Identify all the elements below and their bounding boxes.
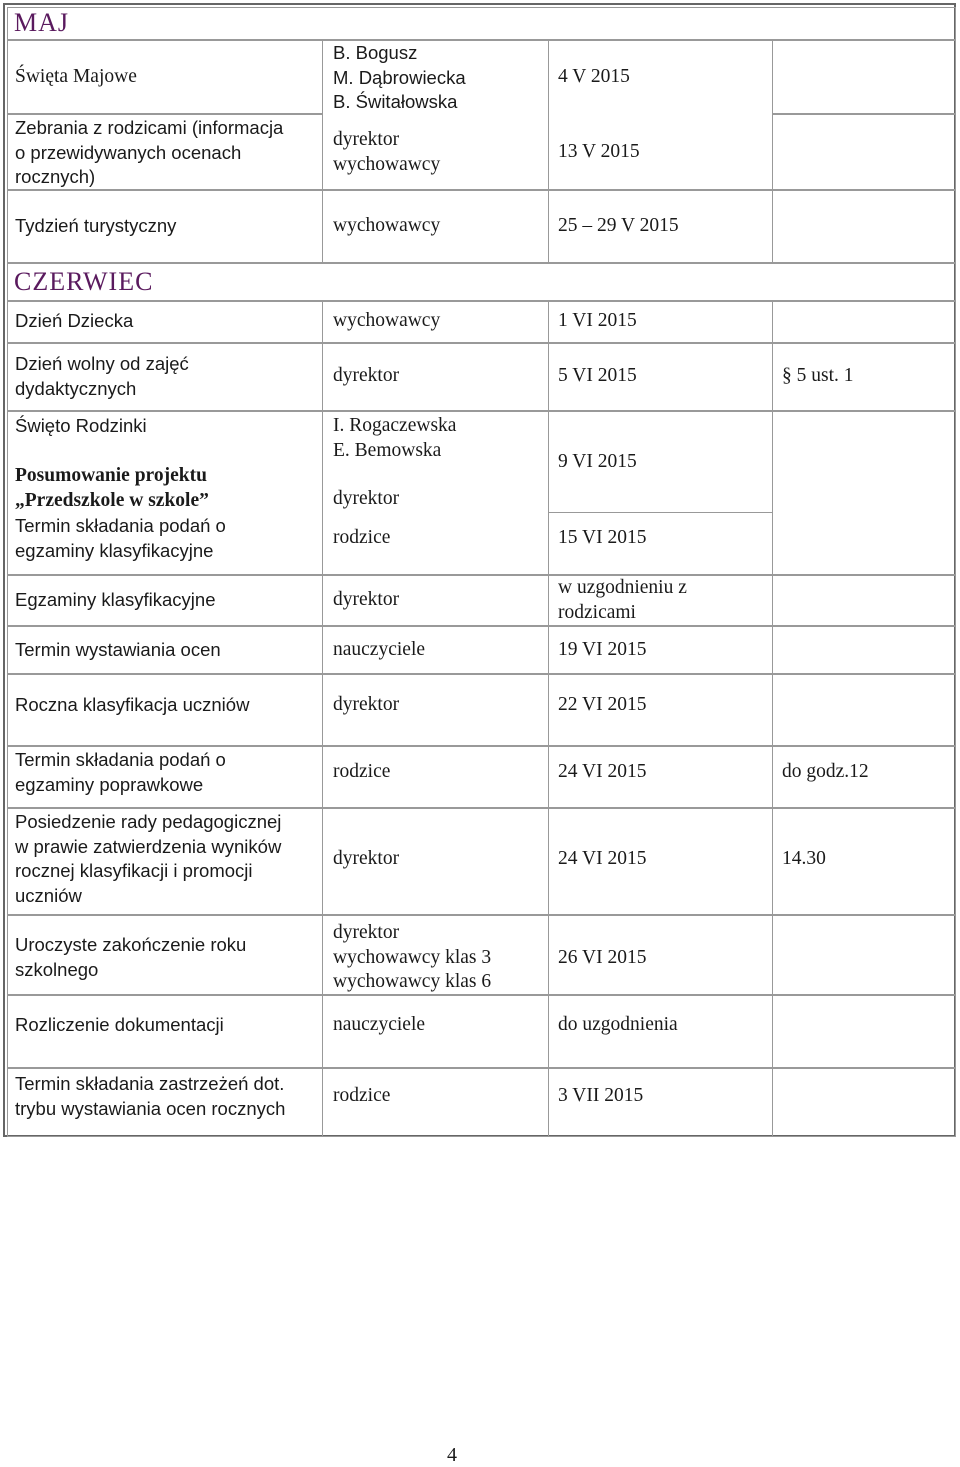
event-egzaminy-klas: Egzaminy klasyfikacyjne [15,589,216,610]
table-cell [772,40,956,114]
event-tydzien: Tydzień turystyczny [15,215,177,236]
date-egzaminy-klas: w uzgodnieniu z rodzicami [558,577,687,623]
person-maj: B. Bogusz M. Dąbrowiecka B. Świtałowska [333,42,466,112]
date-swieto-rodzinki: 9 VI 2015 [558,451,637,472]
table-cell [772,626,956,674]
event-swieto-rodzinki: Święto Rodzinki [15,415,147,436]
person-termin-ocen: nauczyciele [333,639,426,660]
table-cell [772,915,956,995]
event-dzien-wolny: Dzień wolny od zajęć dydaktycznych [15,353,189,399]
month-czerwiec: CZERWIEC [14,267,154,296]
date-termin-podan-klas: 15 VI 2015 [558,527,647,548]
event-posiedzenie: Posiedzenie rady pedagogicznej w prawie zatwierdzenia wyników rocznej klasyfikacji i promocji uczniów [15,811,282,906]
table-cell [772,674,956,746]
table-cell [772,575,956,626]
date-posiedzenie: 24 VI 2015 [558,848,647,869]
person-swieto-rodzinki: I. Rogaczewska E. Bemowska [333,415,457,461]
date-tydzien: 25 – 29 V 2015 [558,215,679,236]
person-rozliczenie: nauczyciele [333,1014,426,1035]
date-zebrania: 13 V 2015 [558,141,640,162]
event-termin-popraw: Termin składania podań o egzaminy poprawkowe [15,749,226,795]
event-termin-ocen: Termin wystawiania ocen [15,639,221,660]
person-dzien-wolny: dyrektor [333,365,400,386]
person-posumowanie: dyrektor [333,488,400,509]
table-cell [772,411,956,575]
note-posiedzenie: 14.30 [782,848,826,869]
date-dzien-wolny: 5 VI 2015 [558,365,637,386]
date-rozliczenie: do uzgodnienia [558,1014,678,1035]
person-termin-popraw: rodzice [333,761,391,782]
date-maj: 4 V 2015 [558,66,630,87]
event-posumowanie: Posumowanie projektu „Przedszkole w szkole” [15,465,209,511]
date-dzien-dziecka: 1 VI 2015 [558,310,637,331]
event-rozliczenie: Rozliczenie dokumentacji [15,1014,224,1035]
date-termin-ocen: 19 VI 2015 [558,639,647,660]
page-number: 4 [447,1444,457,1466]
date-zakonczenie: 26 VI 2015 [558,947,647,968]
event-zastrzezenia: Termin składania zastrzeżeń dot. trybu wystawiania ocen rocznych [15,1073,286,1119]
table-cell [548,40,773,190]
person-posiedzenie: dyrektor [333,848,400,869]
month-header-cell [7,7,956,40]
event-zakonczenie: Uroczyste zakończenie roku szkolnego [15,934,247,980]
person-zebrania: dyrektor wychowawcy [333,129,441,175]
table-cell [772,1068,956,1137]
event-dzien-dziecka: Dzień Dziecka [15,310,134,331]
event-swieta-majowe: Święta Majowe [15,66,137,87]
person-zastrzezenia: rodzice [333,1085,391,1106]
table-cell [772,190,956,263]
person-termin-podan-klas: rodzice [333,527,391,548]
table-cell [772,114,956,190]
date-roczna: 22 VI 2015 [558,694,647,715]
event-termin-podan-klas: Termin składania podań o egzaminy klasyfikacyjne [15,515,226,561]
person-dzien-dziecka: wychowawcy [333,310,441,331]
date-zastrzezenia: 3 VII 2015 [558,1085,644,1106]
event-zebrania: Zebrania z rodzicami (informacja o przewidywanych ocenach rocznych) [15,117,284,187]
date-termin-popraw: 24 VI 2015 [558,761,647,782]
table-cell [772,301,956,343]
event-roczna: Roczna klasyfikacja uczniów [15,694,250,715]
note-dzien-wolny: § 5 ust. 1 [782,365,854,386]
note-termin-popraw: do godz.12 [782,761,869,782]
month-maj: MAJ [14,8,70,37]
table-cell [772,995,956,1068]
person-roczna: dyrektor [333,694,400,715]
person-zakonczenie: dyrektor wychowawcy klas 3 wychowawcy klas 6 [333,922,492,992]
person-tydzien: wychowawcy [333,215,441,236]
person-egzaminy-klas: dyrektor [333,589,400,610]
